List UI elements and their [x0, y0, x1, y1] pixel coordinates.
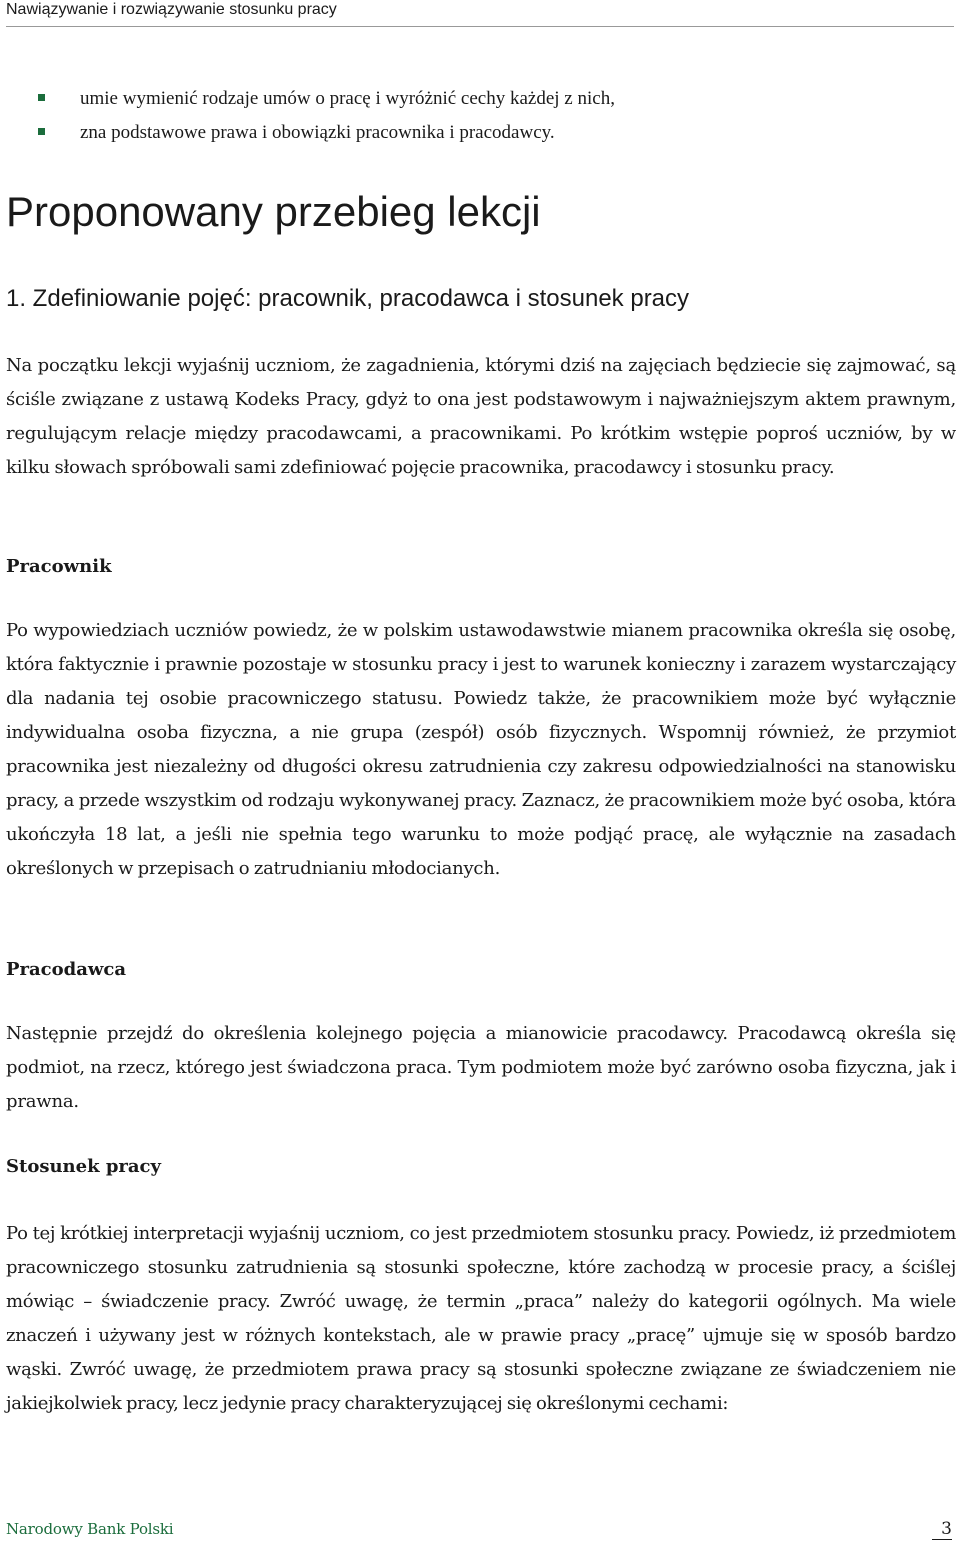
stosunek-paragraph: Po tej krótkiej interpretacji wyjaśnij uczniom, co jest przedmiotem stosunku pracy. Powiedz, iż przedmiotem pracowniczego stosunku zatrudnienia są stosunki społeczne, które zachodzą w procesie pracy, a ściślej mówiąc – świadczenie pracy. Zwróć uwagę, że termin „praca” należy do kategorii ogólnych. Ma wiele znaczeń i używany jest w różnych kontekstach, ale w prawie pracy „pracę” ujmuje się w sposób bardzo wąski. Zwróć uwagę, że przedmiotem prawa pracy są stosunki społeczne związane ze świadczeniem nie jakiejkolwiek pracy, lecz jedynie pracy charakteryzującej się określonymi cechami:	[6, 1223, 956, 1414]
list-item-text: umie wymienić rodzaje umów o pracę i wyróżnić cechy każdej z nich,	[80, 88, 615, 109]
list-item	[38, 120, 615, 154]
list-item-text: zna podstawowe prawa i obowiązki pracownika i pracodawcy.	[80, 122, 555, 143]
page-footer	[6, 1517, 954, 1545]
subheading-stosunek-pracy: Stosunek pracy	[6, 1156, 161, 1177]
square-bullet-icon	[38, 94, 45, 101]
main-heading: Proponowany przebieg lekcji	[6, 188, 541, 235]
intro-paragraph: Na początku lekcji wyjaśnij uczniom, że zagadnienia, którymi dziś na zajęciach będziecie się zajmować, są ściśle związane z ustawą Kodeks Pracy, gdyż to ona jest podstawowym i najważniejszym aktem prawnym, regulującym relacje między pracodawcami, a pracownikami. Po krótkim wstępie poproś uczniów, by w kilku słowach spróbowali sami zdefiniować pojęcie pracownika, pracodawcy i stosunku pracy.	[6, 355, 956, 478]
footer-brand: Narodowy Bank Polski	[6, 1520, 174, 1538]
page-number: 3	[932, 1519, 952, 1540]
subheading-pracodawca: Pracodawca	[6, 959, 127, 980]
objectives-list	[38, 86, 615, 154]
header-title: Nawiązywanie i rozwiązywanie stosunku pracy	[6, 1, 337, 18]
pracodawca-paragraph: Następnie przejdź do określenia kolejnego pojęcia a mianowicie pracodawcy. Pracodawcą określa się podmiot, na rzecz, którego jest świadczona praca. Tym podmiotem może być zarówno osoba fizyczna, jak i prawna.	[6, 1023, 956, 1112]
page-header	[6, 0, 954, 27]
square-bullet-icon	[38, 128, 45, 135]
list-item	[38, 86, 615, 120]
subheading-pracownik: Pracownik	[6, 556, 112, 577]
pracownik-paragraph: Po wypowiedziach uczniów powiedz, że w polskim ustawodawstwie mianem pracownika określa się osobę, która faktycznie i prawnie pozostaje w stosunku pracy i jest to warunek konieczny i zarazem wystarczający dla nadania tej osobie pracowniczego statusu. Powiedz także, że pracownikiem może być wyłącznie indywidualna osoba fizyczna, a nie grupa (zespół) osób fizycznych. Wspomnij również, że przymiot pracownika jest niezależny od długości okresu zatrudnienia czy zakresu odpowiedzialności na stanowisku pracy, a przede wszystkim od rodzaju wykonywanej pracy. Zaznacz, że pracownikiem może być osoba, która ukończyła 18 lat, a jeśli nie spełnia tego warunku to może podjąć pracę, ale wyłącznie na zasadach określonych w przepisach o zatrudnianiu młodocianych.	[6, 620, 956, 879]
section-title: 1. Zdefiniowanie pojęć: pracownik, pracodawca i stosunek pracy	[6, 285, 690, 312]
